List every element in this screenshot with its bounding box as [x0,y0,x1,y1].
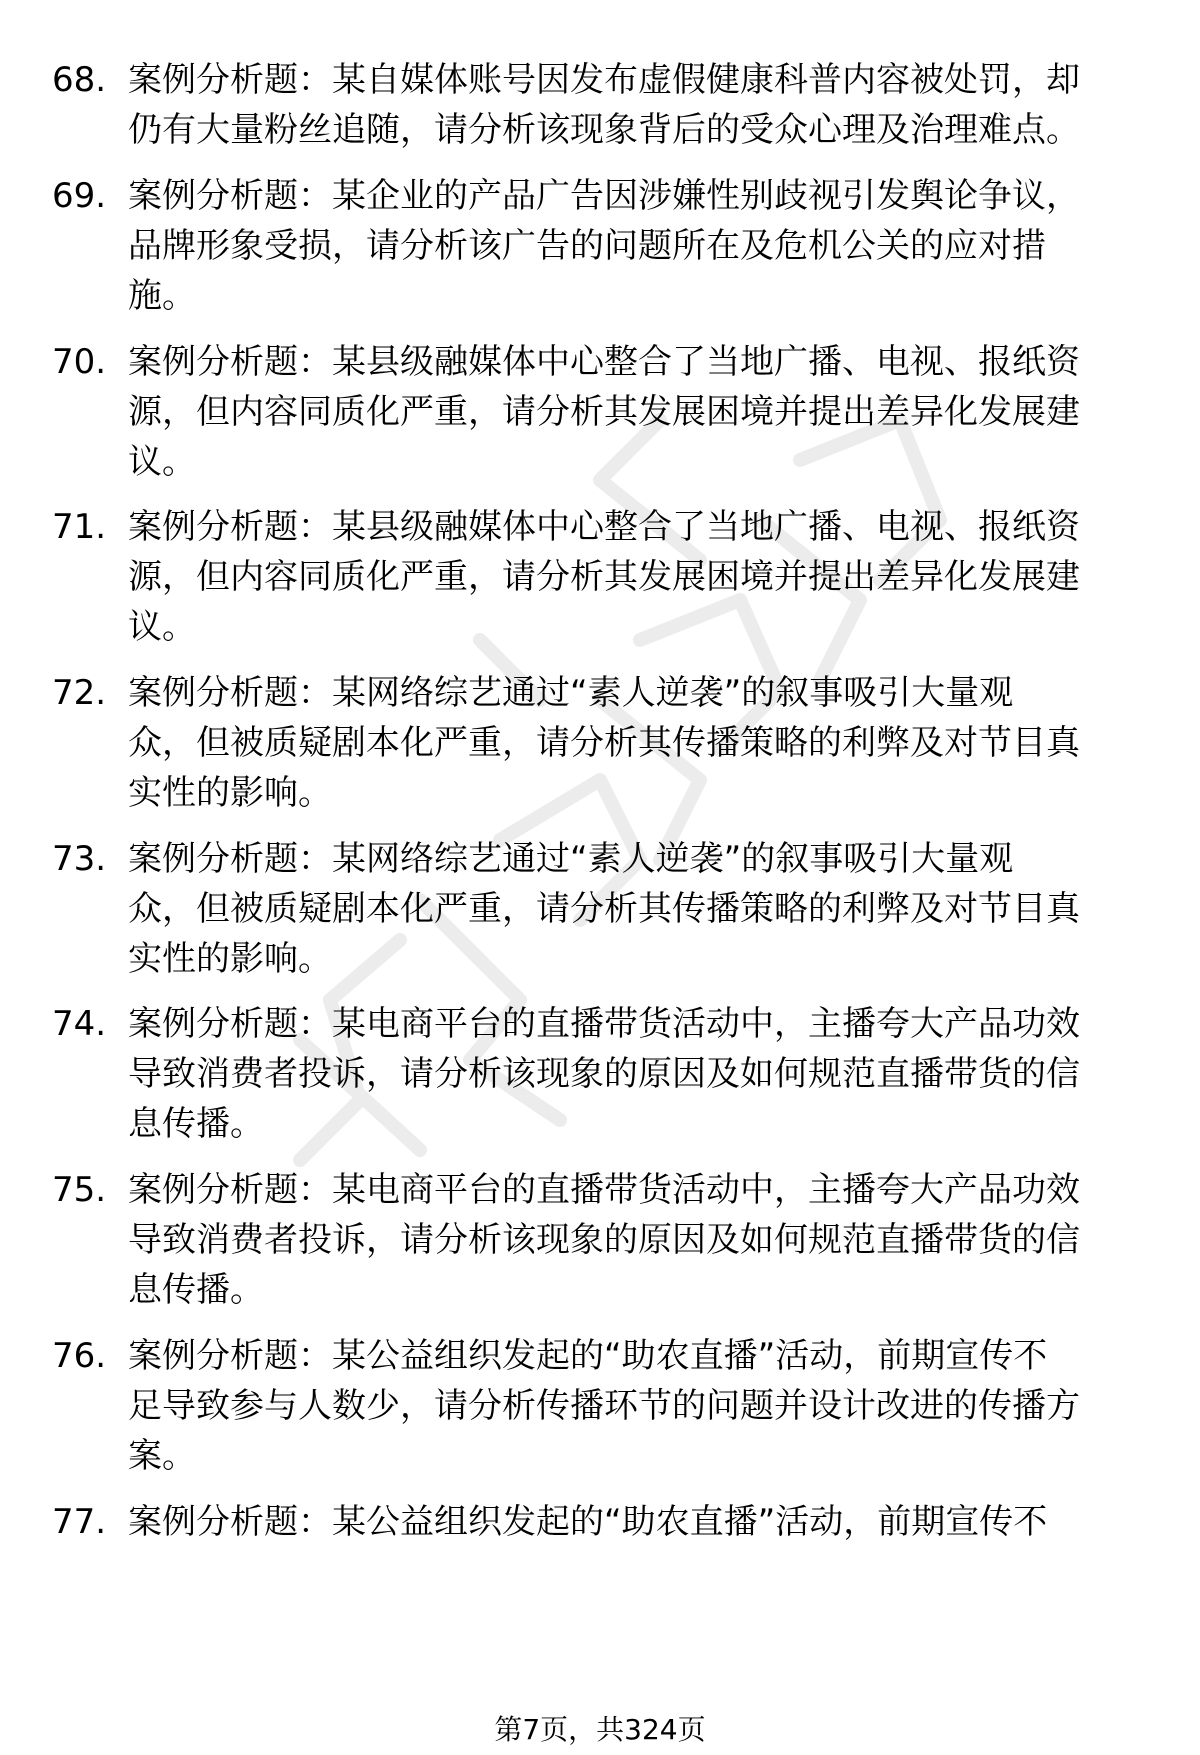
question-line: 源，但内容同质化严重，请分析其发展困境并提出差异化发展建 [128,392,1080,432]
question-line: 息传播。 [128,1270,264,1310]
question-line: 息传播。 [128,1104,264,1144]
question-line: 案例分析题：某电商平台的直播带货活动中，主播夸大产品功效 [128,1170,1080,1210]
question-text [128,668,1188,818]
question-line: 议。 [128,442,196,482]
question-number: 74. [52,1004,107,1044]
question-line: 案例分析题：某县级融媒体中心整合了当地广播、电视、报纸资 [128,342,1080,382]
question-number: 75. [52,1170,107,1210]
question-text [128,999,1188,1149]
question-text [128,337,1188,487]
question-line: 导致消费者投诉，请分析该现象的原因及如何规范直播带货的信 [128,1220,1080,1260]
question-line: 案例分析题：某网络综艺通过“素人逆袭”的叙事吸引大量观 [128,839,1014,879]
question-number: 71. [52,507,107,547]
question-line: 施。 [128,276,196,316]
question-text [128,1165,1188,1315]
question-number: 70. [52,342,107,382]
question-number: 68. [52,60,107,100]
question-line: 议。 [128,607,196,647]
question-text [128,1497,1188,1547]
page-footer: 第7页，共324页 [494,1713,706,1746]
question-number: 77. [52,1502,107,1542]
question-line: 众，但被质疑剧本化严重，请分析其传播策略的利弊及对节目真 [128,889,1080,929]
question-line: 仍有大量粉丝追随，请分析该现象背后的受众心理及治理难点。 [128,110,1080,150]
question-line: 众，但被质疑剧本化严重，请分析其传播策略的利弊及对节目真 [128,723,1080,763]
question-line: 案例分析题：某县级融媒体中心整合了当地广播、电视、报纸资 [128,507,1080,547]
question-line: 源，但内容同质化严重，请分析其发展困境并提出差异化发展建 [128,557,1080,597]
question-line: 案。 [128,1436,196,1476]
question-text [128,55,1188,155]
question-line: 实性的影响。 [128,939,332,979]
question-number: 69. [52,176,107,216]
question-line: 足导致参与人数少，请分析传播环节的问题并设计改进的传播方 [128,1386,1080,1426]
question-line: 导致消费者投诉，请分析该现象的原因及如何规范直播带货的信 [128,1054,1080,1094]
question-line: 案例分析题：某公益组织发起的“助农直播”活动，前期宣传不 [128,1336,1048,1376]
question-text [128,502,1188,652]
question-number: 72. [52,673,107,713]
question-line: 实性的影响。 [128,773,332,813]
question-line: 品牌形象受损，请分析该广告的问题所在及危机公关的应对措 [128,226,1046,266]
question-text [128,1331,1188,1481]
question-line: 案例分析题：某网络综艺通过“素人逆袭”的叙事吸引大量观 [128,673,1014,713]
question-number: 76. [52,1336,107,1376]
question-line: 案例分析题：某公益组织发起的“助农直播”活动，前期宣传不 [128,1502,1048,1542]
question-text [128,171,1188,321]
question-line: 案例分析题：某电商平台的直播带货活动中，主播夸大产品功效 [128,1004,1080,1044]
question-line: 案例分析题：某自媒体账号因发布虚假健康科普内容被处罚，却 [128,60,1080,100]
question-text [128,834,1188,984]
question-line: 案例分析题：某企业的产品广告因涉嫌性别歧视引发舆论争议， [128,176,1080,216]
question-number: 73. [52,839,107,879]
